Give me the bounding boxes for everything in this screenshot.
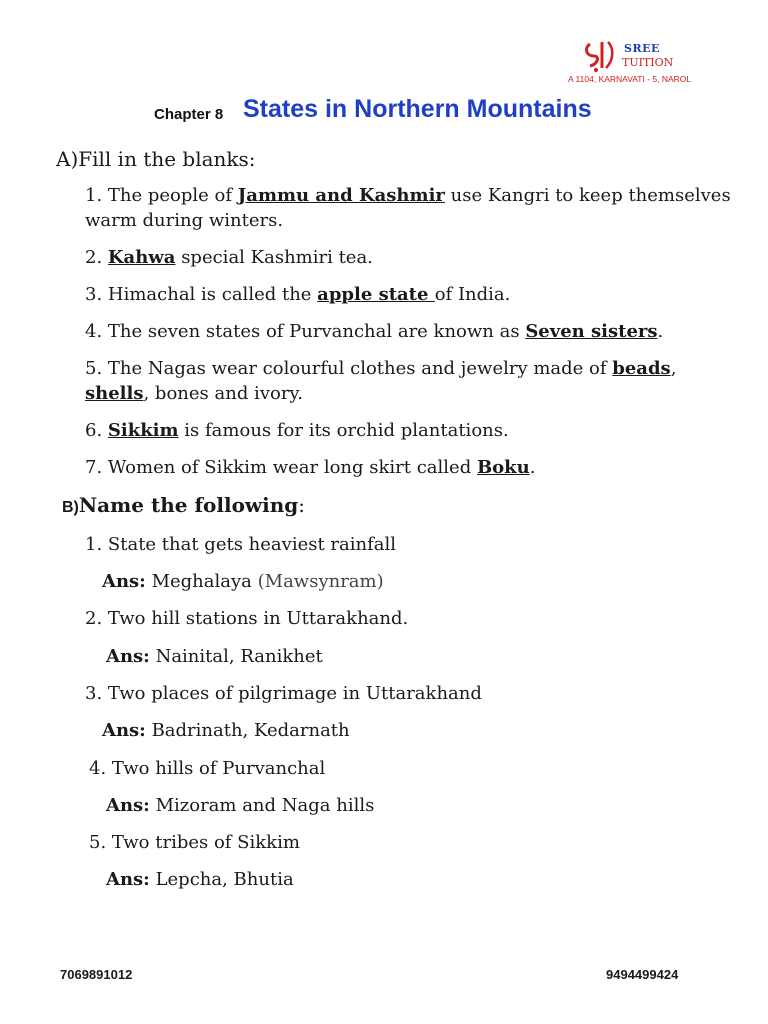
name-answer-3 (102, 718, 350, 743)
q7-answer: Boku (476, 457, 530, 478)
chapter-label: Chapter 8 (154, 106, 224, 123)
q5-answer-1: beads (612, 358, 671, 379)
q3-answer: apple state (317, 284, 435, 305)
q4-answer: Seven sisters (525, 321, 658, 342)
q3-text: 3. Himachal is called the (85, 284, 318, 305)
q5-text: 5. The Nagas wear colourful clothes and jewelry made of (85, 358, 613, 379)
footer-phone-right: 9494499424 (606, 967, 679, 982)
name-answer-4 (106, 793, 374, 818)
fill-blank-1 (85, 183, 731, 208)
q2-text-after: special Kashmiri tea. (175, 247, 373, 268)
fill-blank-1-cont: warm during winters. (85, 210, 284, 231)
ans-label: Ans: (106, 869, 150, 890)
q1-text: 1. The people of (85, 185, 238, 206)
q7-text: 7. Women of Sikkim wear long skirt called (85, 457, 477, 478)
logo-brand-bottom: TUITION (622, 56, 674, 69)
ans-label: Ans: (102, 720, 146, 741)
fill-blank-6 (85, 418, 509, 443)
section-b-heading (62, 493, 305, 517)
q1-text-after: use Kangri to keep themselves (444, 185, 731, 206)
q2-answer: Kahwa (107, 247, 176, 268)
name-answer-1 (102, 569, 384, 594)
q3-text-after: of India. (434, 284, 511, 305)
name-question-2: 2. Two hill stations in Uttarakhand. (85, 608, 409, 629)
q4-text: 4. The seven states of Purvanchal are known as (85, 321, 526, 342)
tuition-logo (568, 38, 708, 88)
q5-answer-2: shells (85, 383, 144, 404)
fill-blank-7 (85, 455, 535, 480)
name-answer-5 (106, 867, 294, 892)
ans-extra: (Mawsynram) (257, 571, 384, 592)
name-question-1: 1. State that gets heaviest rainfall (85, 534, 397, 555)
q6-answer: Sikkim (107, 420, 179, 441)
ans-text: Lepcha, Bhutia (149, 869, 294, 890)
name-question-3: 3. Two places of pilgrimage in Uttarakhand (85, 683, 482, 704)
q5-comma: , (670, 358, 677, 379)
name-answer-2 (106, 644, 323, 669)
fill-blank-5 (85, 356, 676, 381)
q6-text-after: is famous for its orchid plantations. (178, 420, 509, 441)
name-question-5: 5. Two tribes of Sikkim (89, 832, 300, 853)
footer-phone-left: 7069891012 (60, 967, 133, 982)
section-a-heading: A)Fill in the blanks: (56, 147, 256, 171)
ans-label: Ans: (102, 571, 146, 592)
ans-text: Mizoram and Naga hills (149, 795, 375, 816)
logo-mark-icon (582, 38, 618, 74)
fill-blank-4 (85, 319, 663, 344)
fill-blank-3 (85, 282, 510, 307)
ans-label: Ans: (106, 646, 150, 667)
ans-label: Ans: (106, 795, 150, 816)
q2-text: 2. (85, 247, 108, 268)
fill-blank-2 (85, 245, 373, 270)
ans-text: Meghalaya (145, 571, 258, 592)
ans-text: Nainital, Ranikhet (149, 646, 323, 667)
ans-text: Badrinath, Kedarnath (145, 720, 350, 741)
q1-answer: Jammu and Kashmir (237, 185, 445, 206)
q5-text-after: , bones and ivory. (143, 383, 303, 404)
logo-address: A 1104, KARNAVATI - 5, NAROL (568, 74, 692, 84)
section-b-colon: : (298, 493, 306, 517)
name-question-4: 4. Two hills of Purvanchal (89, 758, 326, 779)
section-b-letter: B) (62, 499, 79, 516)
q4-text-after: . (657, 321, 664, 342)
fill-blank-5-cont (85, 381, 303, 406)
q6-text: 6. (85, 420, 108, 441)
section-b-title: Name the following (78, 493, 299, 517)
page-title: States in Northern Mountains (243, 95, 592, 123)
q7-text-after: . (529, 457, 536, 478)
logo-brand-top: SREE (624, 42, 660, 55)
